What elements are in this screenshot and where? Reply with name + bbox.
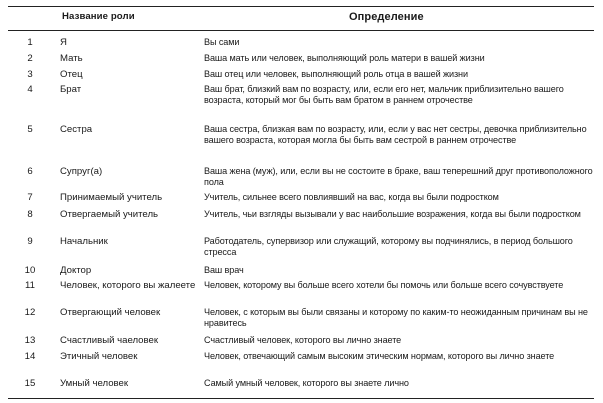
table-header-rule: [8, 30, 594, 31]
role-name: Отвергаемый учитель: [60, 209, 159, 220]
role-name: Принимаемый учитель: [60, 192, 163, 203]
role-definition: Самый умный человек, которого вы знаете лично: [204, 378, 409, 388]
role-definition: Ваша сестра, близкая вам по возрасту, или, если у вас нет сестры, девочка приблизительно вашего возраста, которая могла бы быть вам сестрой в раннем отрочестве: [204, 124, 587, 146]
row-number: 5: [27, 124, 33, 135]
row-number: 10: [24, 265, 36, 276]
role-name: Супруг(а): [60, 166, 103, 177]
role-definition: Ваша жена (муж), или, если вы не состоите в браке, ваш теперешний друг противоположного пола: [204, 166, 593, 188]
role-definition: Ваш брат, близкий вам по возрасту, или, если его нет, мальчик приблизительно вашего возраста, который мог бы быть вам братом в раннем отрочестве: [204, 84, 564, 106]
row-number: 3: [27, 69, 33, 80]
role-definition: Счастливый человек, которого вы лично знаете: [204, 335, 402, 345]
role-definition: Ваш врач: [204, 265, 244, 275]
role-name: Доктор: [60, 265, 92, 276]
table-bottom-rule: [8, 398, 594, 399]
role-definition: Учитель, чьи взгляды вызывали у вас наибольшие возражения, когда вы были подростком: [204, 209, 581, 219]
header-definition: Определение: [349, 11, 424, 23]
role-definition: Вы сами: [204, 37, 240, 47]
role-name: Брат: [60, 84, 82, 95]
role-definition: Человек, которому вы больше всего хотели бы помочь или больше всего сочувствуете: [204, 280, 564, 290]
role-definition: Работодатель, супервизор или служащий, которому вы подчинялись, в период большого стресса: [204, 236, 573, 258]
role-name: Этичный человек: [60, 351, 138, 362]
role-name: Человек, которого вы жалеете: [60, 280, 196, 291]
role-name: Начальник: [60, 236, 108, 247]
header-role-name: Название роли: [62, 11, 135, 22]
row-number: 8: [27, 209, 33, 220]
role-definition: Ваш отец или человек, выполняющий роль отца в вашей жизни: [204, 69, 468, 79]
role-name: Отец: [60, 69, 83, 80]
row-number: 6: [27, 166, 33, 177]
row-number: 2: [27, 53, 33, 64]
role-name: Отвергающий человек: [60, 307, 161, 318]
table-top-rule: [8, 6, 594, 7]
role-name: Счастливый чаеловек: [60, 335, 159, 346]
role-definition: Ваша мать или человек, выполняющий роль матери в вашей жизни: [204, 53, 485, 63]
role-name: Умный человек: [60, 378, 129, 389]
role-definition: Учитель, сильнее всего повлиявший на вас, когда вы были подростком: [204, 192, 499, 202]
row-number: 12: [24, 307, 36, 318]
row-number: 11: [25, 280, 35, 291]
role-definition: Человек, с которым вы были связаны и которому по каким-то неожиданным причинам вы не нравитесь: [204, 307, 588, 329]
role-definition: Человек, отвечающий самым высоким этическим нормам, которого вы лично знаете: [204, 351, 555, 361]
row-number: 9: [27, 236, 33, 247]
row-number: 1: [27, 37, 33, 48]
role-name: Мать: [60, 53, 83, 64]
row-number: 4: [27, 84, 33, 95]
row-number: 14: [24, 351, 36, 362]
row-number: 13: [24, 335, 36, 346]
role-name: Сестра: [60, 124, 93, 135]
row-number: 7: [27, 192, 33, 203]
role-name: Я: [60, 37, 67, 48]
row-number: 15: [24, 378, 36, 389]
